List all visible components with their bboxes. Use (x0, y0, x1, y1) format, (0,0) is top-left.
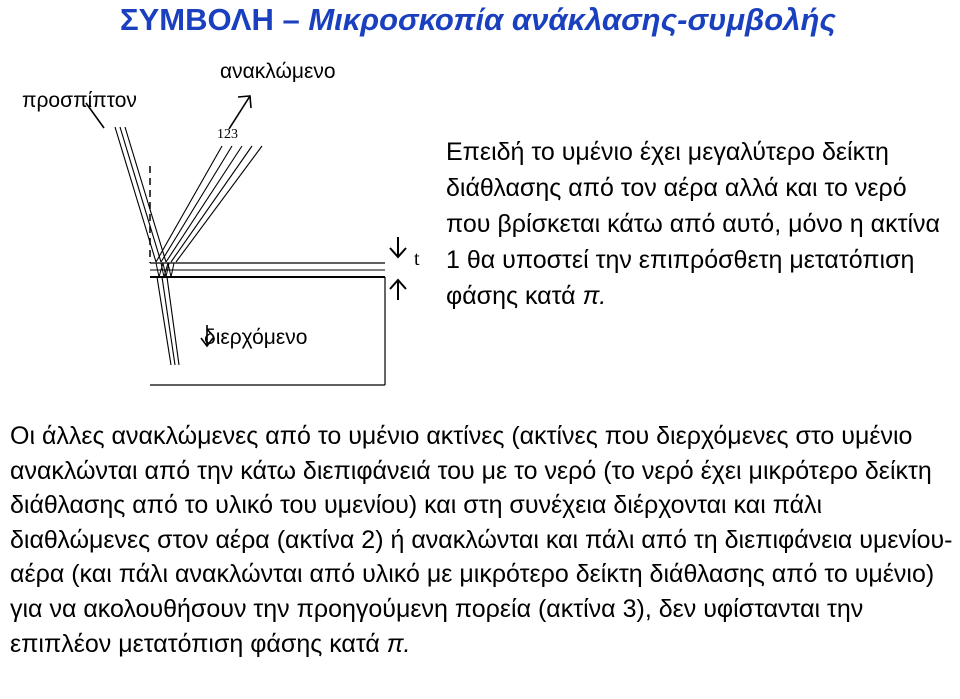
thickness-arrow-down (390, 237, 406, 257)
transmitted-label: διερχόμενο (204, 326, 308, 349)
thin-film-diagram (0, 0, 440, 400)
side-explanation (446, 134, 956, 314)
reflected-rays (156, 146, 262, 262)
reflected-arrow (229, 96, 251, 129)
thickness-arrow-up (390, 280, 406, 300)
title-strong: ΣΥΜΒΟΛΗ – (120, 2, 300, 37)
main-pi: π. (386, 629, 411, 658)
reflected-label: ανακλώμενο (220, 60, 336, 83)
main-explanation-text: Οι άλλες ανακλώμενες από το υμένιο ακτίνες (ακτίνες που διερχόμενες στο υμένιο ανακλώνται από την κάτω διεπιφάνειά του με το νερό (το νερό έχει μικρότερο δείκτη διάθλασης από το υλικό του υμενίου) και στη συνέχεια διέρχονται και πάλι διαθλώμενες στον αέρα (ακτίνα 2) ή ανακλώνται και πάλι από τη διεπιφάνεια υμενίου-αέρα (και πάλι ανακλώνται από υλικό με μικρότερο δείκτη διάθλασης από το υμένιο) για να ακολουθήσουν την προηγούμενη πορεία (ακτίνα 3), δεν υφίστανται την επιπλέον μετατόπιση φάσης κατά (10, 422, 953, 658)
thickness-label: t (414, 248, 420, 270)
main-explanation (10, 419, 960, 661)
ray-numbers: 123 (217, 127, 238, 142)
side-explanation-text: Επειδή το υμένιο έχει μεγαλύτερο δείκτη διάθλασης από τον αέρα αλλά και το νερό που βρίσκεται κάτω από αυτό, μόνο η ακτίνα 1 θα υποστεί την επιπρόσθετη μετατόπιση φάσης κατά (446, 138, 940, 310)
incident-rays (115, 127, 166, 262)
title-subtitle: Μικροσκοπία ανάκλασης-συμβολής (299, 2, 836, 37)
incident-label: προσπίπτον (22, 89, 137, 112)
transmitted-rays (157, 277, 179, 365)
side-pi: π. (582, 282, 607, 310)
